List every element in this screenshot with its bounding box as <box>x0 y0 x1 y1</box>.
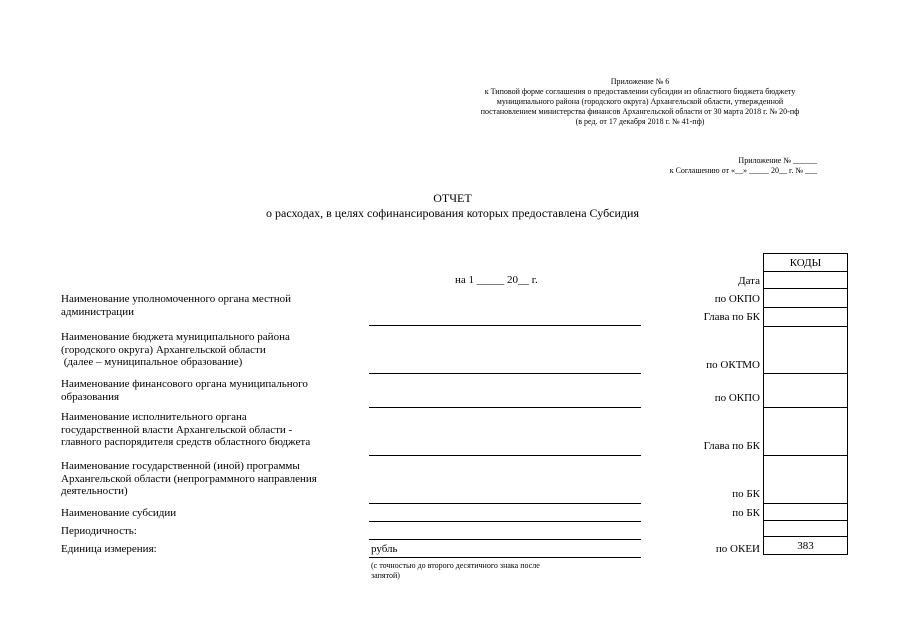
label-date: Дата <box>738 275 760 287</box>
agreement-annex <box>670 156 817 176</box>
field-label-subsidy: Наименование субсидии <box>61 507 177 519</box>
label-bk: по БК <box>732 488 760 500</box>
appendix-reference-line: к Типовой форме соглашения о предоставлении субсидии из областного бюджета бюджету <box>484 87 796 96</box>
code-cell-date <box>764 272 848 289</box>
label-bk-2: по БК <box>732 507 760 519</box>
field-label-finance-body: Наименование финансового органа муниципального образования <box>61 378 308 403</box>
field-label-budget: Наименование бюджета муниципального района (городского округа) Архангельской области (далее – муниципальное образование) <box>61 331 290 368</box>
field-line-budget[interactable] <box>369 373 641 374</box>
unit-value: рубль <box>371 543 398 555</box>
appendix-reference-line: постановлением министерства финансов Архангельской области от 30 марта 2018 г. № 20-пф <box>480 107 800 116</box>
appendix-number: Приложение № 6 <box>610 77 670 86</box>
code-cell-bk <box>764 456 848 504</box>
code-cell-okpo <box>764 289 848 308</box>
label-okpo-2: по ОКПО <box>714 392 760 404</box>
report-date-line: на 1 _____ 20__ г. <box>455 274 538 286</box>
report-subtitle: о расходах, в целях софинансирования которых предоставлена Субсидия <box>266 206 639 220</box>
field-label-program: Наименование государственной (иной) программы Архангельской области (непрограммного направления деятельности) <box>61 460 317 497</box>
label-okei: по ОКЕИ <box>715 543 760 555</box>
report-title: ОТЧЕТ <box>433 191 472 205</box>
label-glava-bk-2: Глава по БК <box>703 440 760 452</box>
codes-table <box>763 253 848 555</box>
field-label-executive-body: Наименование исполнительного органа государственной власти Архангельской области - главного распорядителя средств областного бюджета <box>61 411 311 448</box>
field-line-periodicity[interactable] <box>369 539 641 540</box>
code-cell-glava-bk-2 <box>764 408 848 456</box>
field-label-authority: Наименование уполномоченного органа местной администрации <box>61 293 292 318</box>
unit-precision-note: (с точностью до второго десятичного знака после запятой) <box>371 561 540 580</box>
code-cell-okpo-2 <box>764 374 848 408</box>
code-cell-glava-bk <box>764 308 848 327</box>
appendix-revision: (в ред. от 17 декабря 2018 г. № 41-пф) <box>575 117 705 126</box>
annex-agreement-ref: к Соглашению от «__» _____ 20__ г. № ___ <box>669 166 817 175</box>
code-cell-periodicity <box>764 521 848 537</box>
field-line-executive-body[interactable] <box>369 455 641 456</box>
field-label-unit: Единица измерения: <box>61 543 157 555</box>
label-okpo: по ОКПО <box>714 293 760 305</box>
code-cell-okei: 383 <box>764 537 848 555</box>
field-line-subsidy[interactable] <box>369 521 641 522</box>
field-line-unit[interactable] <box>369 557 641 558</box>
code-cell-oktmo <box>764 327 848 374</box>
field-label-periodicity: Периодичность: <box>61 525 137 537</box>
appendix-reference-line: муниципального района (городского округа) Архангельской области, утвержденной <box>496 97 784 106</box>
field-line-authority[interactable] <box>369 325 641 326</box>
label-oktmo: по ОКТМО <box>706 359 760 371</box>
appendix-header <box>430 77 850 127</box>
field-line-program[interactable] <box>369 503 641 504</box>
code-cell-bk-2 <box>764 504 848 521</box>
codes-header: КОДЫ <box>764 254 848 272</box>
label-glava-bk: Глава по БК <box>703 311 760 323</box>
field-line-finance-body[interactable] <box>369 407 641 408</box>
annex-number: Приложение № ______ <box>738 156 817 165</box>
